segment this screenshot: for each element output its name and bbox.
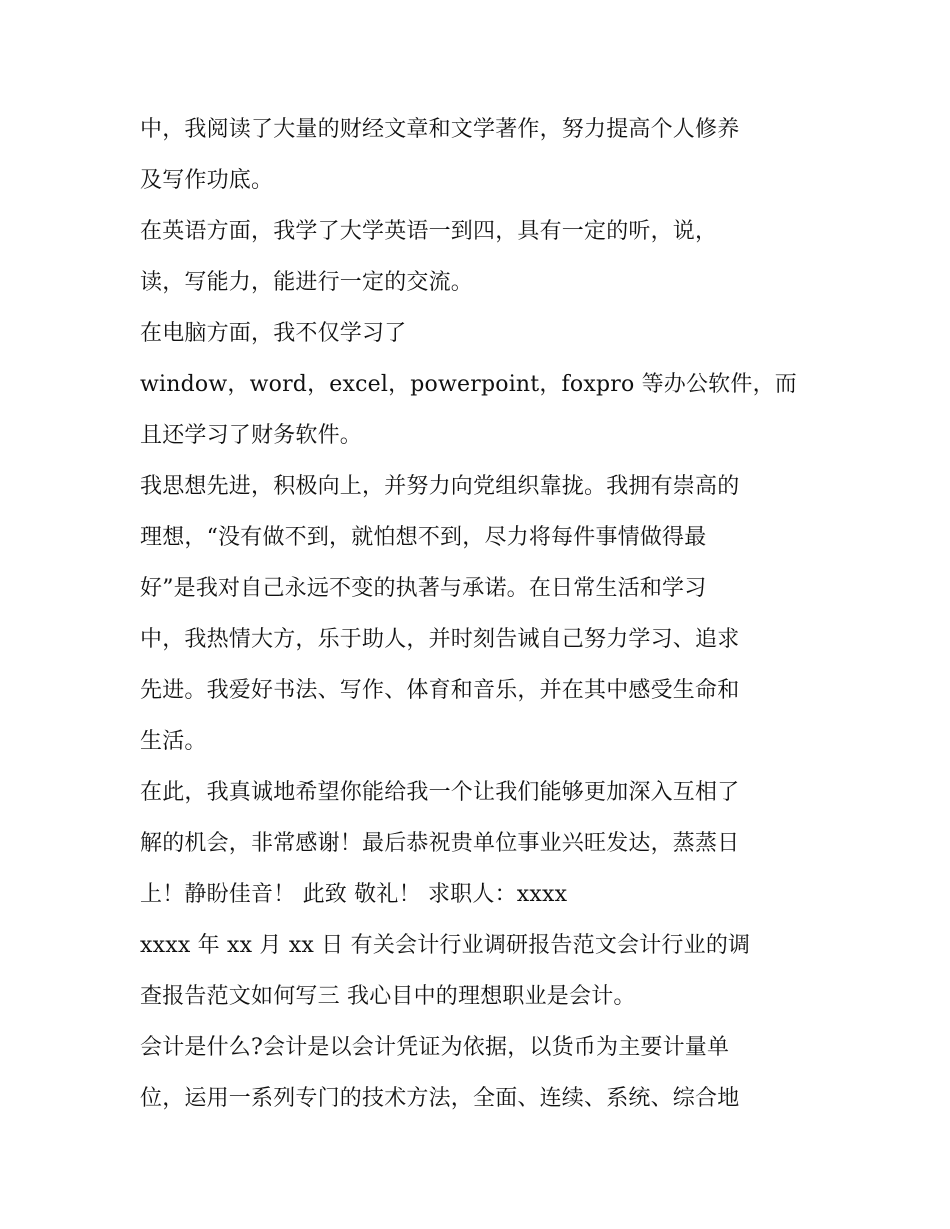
text-line: 好”是我对自己永远不变的执著与承诺。在日常生活和学习: [140, 576, 707, 601]
text-line: 会计是什么?会计是以会计凭证为依据，以货币为主要计量单: [140, 1035, 730, 1060]
text-line: 位，运用一系列专门的技术方法，全面、连续、系统、综合地: [140, 1086, 740, 1111]
text-line: 先进。我爱好书法、写作、体育和音乐，并在其中感受生命和: [140, 678, 740, 703]
document-body: [140, 104, 820, 1124]
text-line: 在英语方面，我学了大学英语一到四，具有一定的听，说，: [140, 219, 718, 244]
text-line: xxxx 年 xx 月 xx 日 有关会计行业调研报告范文会计行业的调: [140, 933, 751, 958]
text-line: 且还学习了财务软件。: [140, 423, 363, 448]
text-line: 我思想先进，积极向上，并努力向党组织靠拢。我拥有崇高的: [140, 474, 740, 499]
text-line: 在此，我真诚地希望你能给我一个让我们能够更加深入互相了: [140, 780, 740, 805]
text-line: 及写作功底。: [140, 168, 274, 193]
text-line: 中，我阅读了大量的财经文章和文学著作，努力提高个人修养: [140, 117, 740, 142]
text-line: 读，写能力，能进行一定的交流。: [140, 270, 474, 295]
text-line: 中，我热情大方，乐于助人，并时刻告诫自己努力学习、追求: [140, 627, 740, 652]
text-line: 上！静盼佳音！ 此致 敬礼！ 求职人：xxxx: [140, 882, 568, 907]
text-line: 查报告范文如何写三 我心目中的理想职业是会计。: [140, 984, 636, 1009]
text-line: window，word，excel，powerpoint，foxpro 等办公软件，而: [140, 372, 797, 397]
text-line: 生活。: [140, 729, 207, 754]
text-line: 理想，“没有做不到，就怕想不到，尽力将每件事情做得最: [140, 525, 707, 550]
text-line: 在电脑方面，我不仅学习了: [140, 321, 407, 346]
text-line: 解的机会，非常感谢！最后恭祝贵单位事业兴旺发达，蒸蒸日: [140, 831, 740, 856]
